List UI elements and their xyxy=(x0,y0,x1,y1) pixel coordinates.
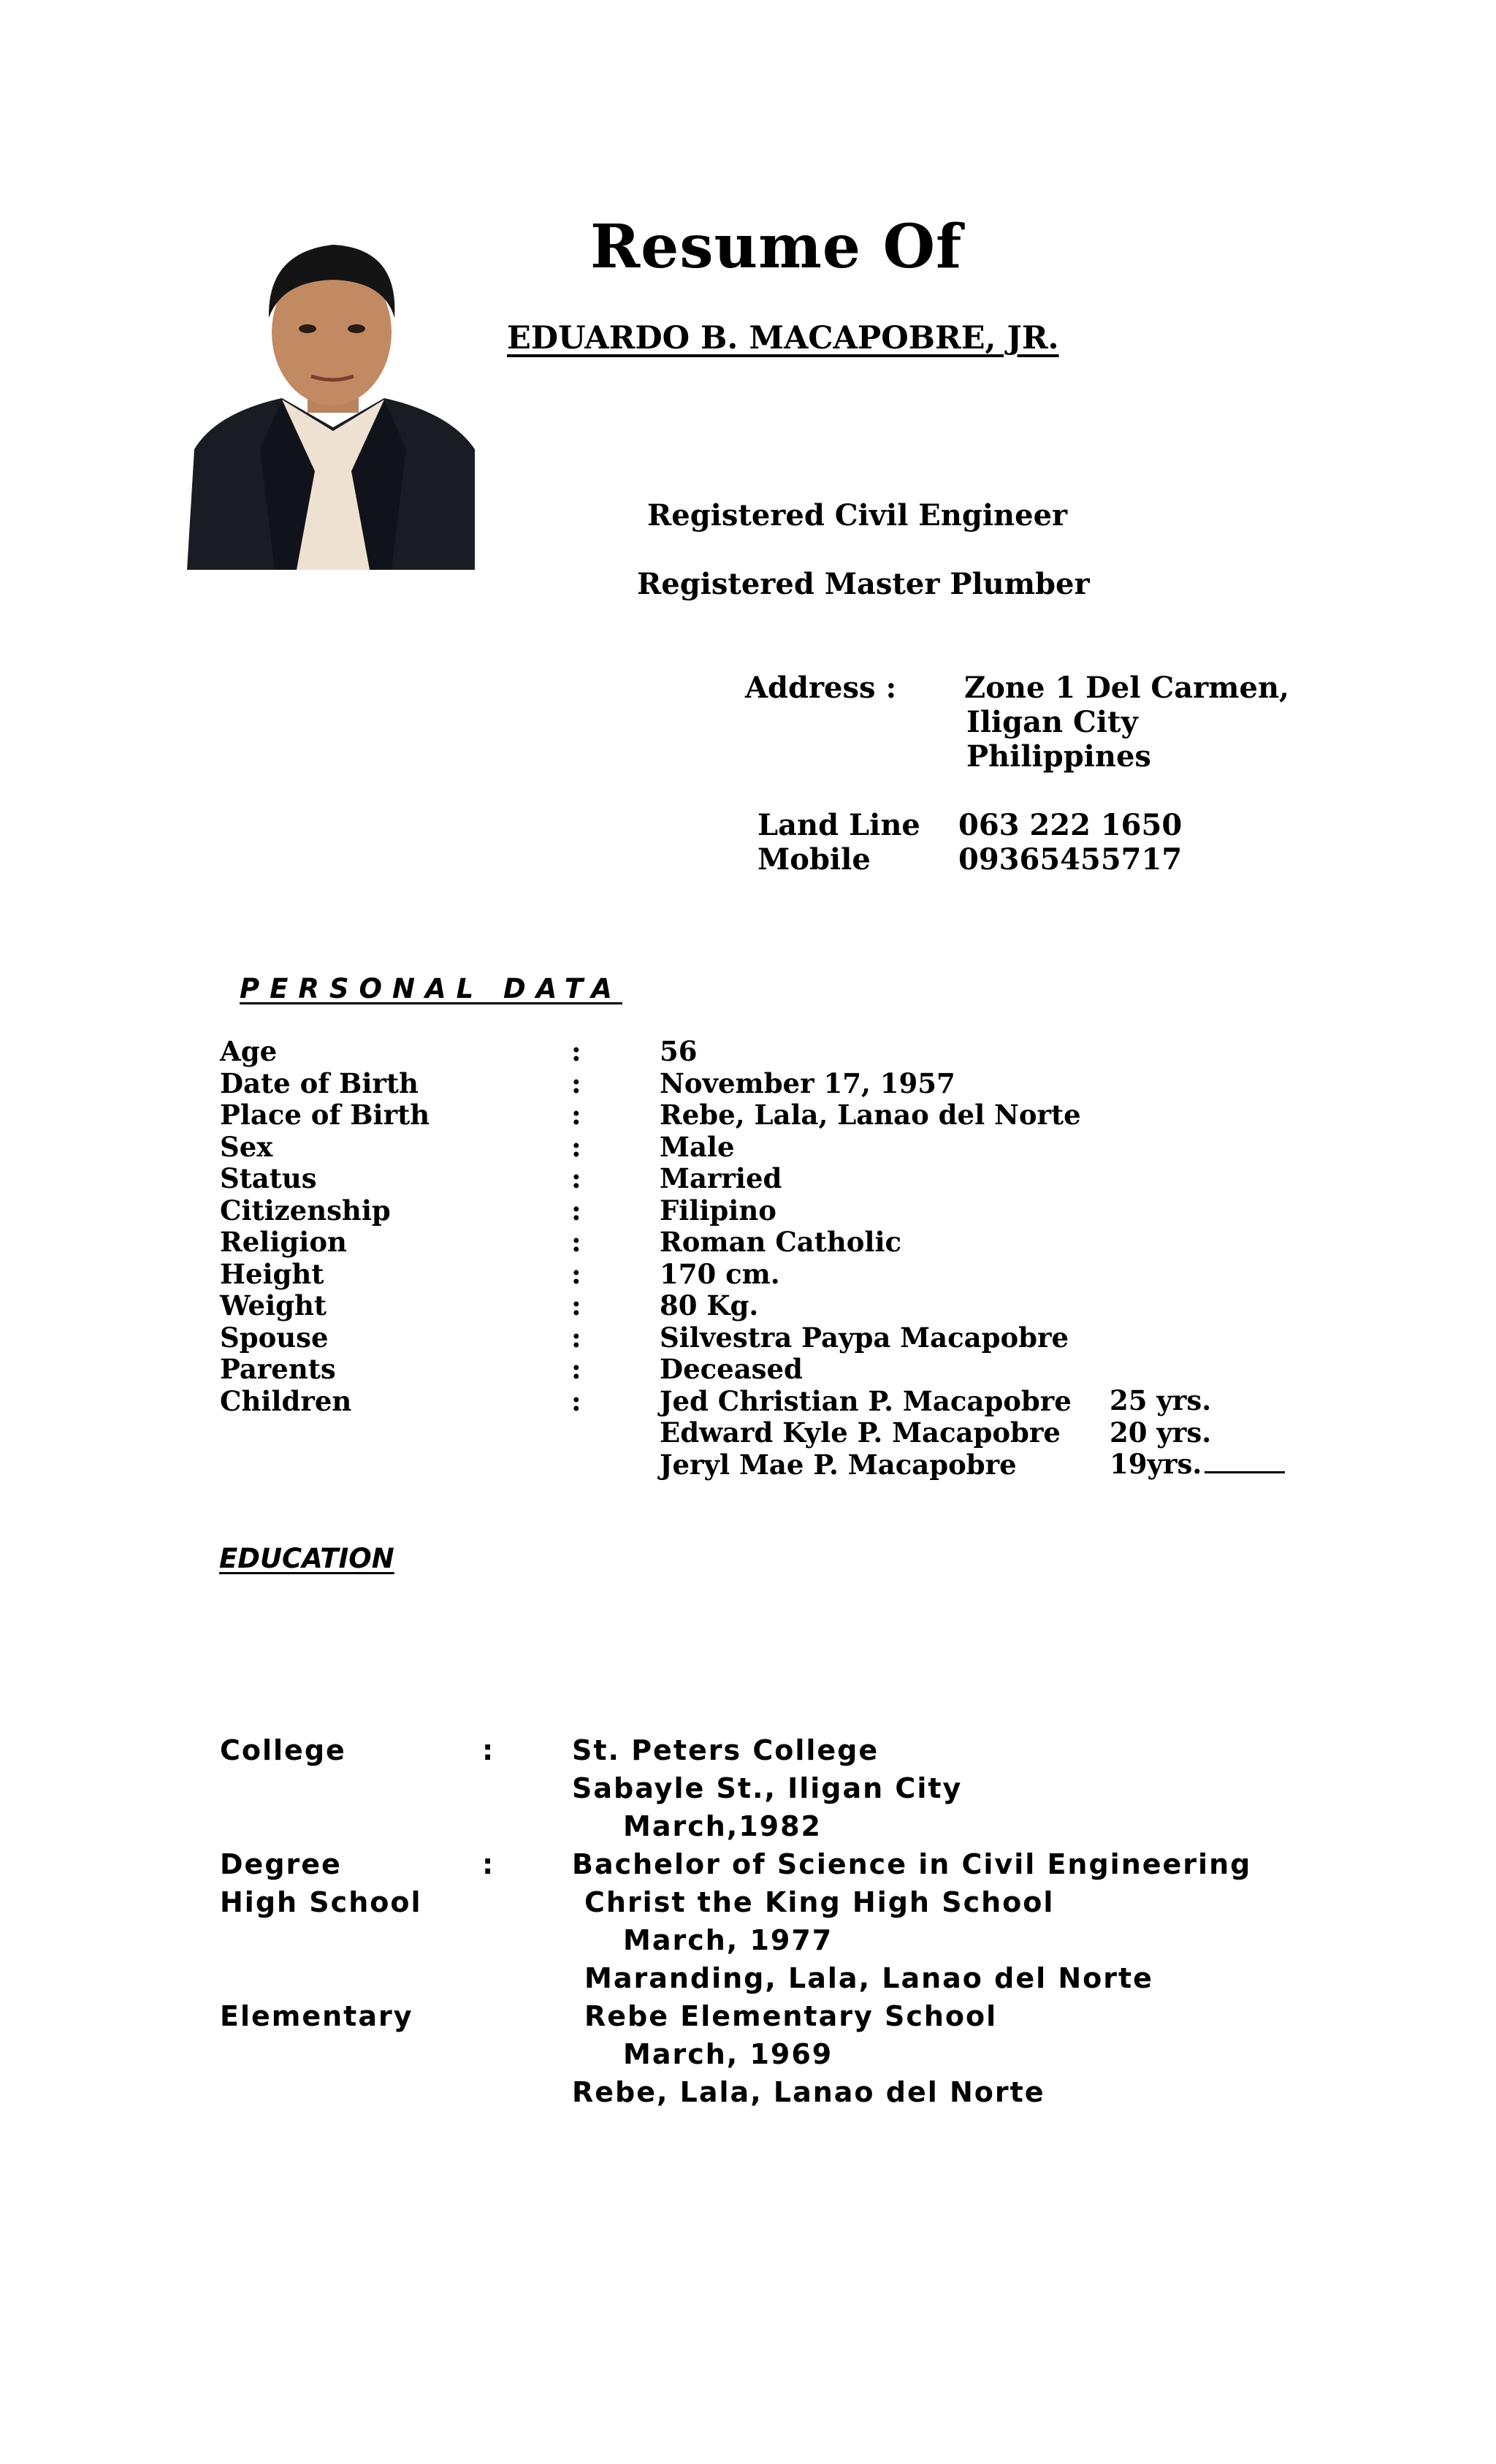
highschool-date: March, 1977 xyxy=(623,1924,833,1956)
personal-data-labels xyxy=(220,1036,430,1417)
college-label: College xyxy=(220,1734,346,1766)
label-parents: Parents xyxy=(220,1353,336,1385)
label-height: Height xyxy=(220,1257,324,1290)
colon: : xyxy=(571,1353,581,1385)
highschool-address: Maranding, Lala, Lanao del Norte xyxy=(584,1962,1153,1994)
address-line-2: Iligan City xyxy=(966,705,1138,739)
label-status: Status xyxy=(220,1162,317,1194)
mobile-number: 09365455717 xyxy=(958,842,1183,877)
value-place-of-birth: Rebe, Lala, Lanao del Norte xyxy=(660,1099,1081,1131)
college-date: March,1982 xyxy=(623,1810,822,1842)
child-3-age: 19yrs. xyxy=(1110,1448,1202,1480)
elementary-label: Elementary xyxy=(220,2000,413,2032)
colon: : xyxy=(571,1099,581,1131)
elementary-address: Rebe, Lala, Lanao del Norte xyxy=(572,2076,1045,2108)
colon: : xyxy=(571,1289,581,1321)
colon: : xyxy=(571,1257,581,1290)
highschool-label: High School xyxy=(220,1886,422,1918)
label-date-of-birth: Date of Birth xyxy=(220,1067,419,1099)
page-title: Resume Of xyxy=(590,212,963,282)
label-weight: Weight xyxy=(220,1289,327,1321)
elementary-name: Rebe Elementary School xyxy=(584,2000,998,2032)
personal-data-colons xyxy=(571,1036,581,1417)
landline-number: 063 222 1650 xyxy=(958,808,1183,842)
colon: : xyxy=(571,1035,581,1067)
label-sex: Sex xyxy=(220,1130,273,1163)
value-sex: Male xyxy=(660,1130,735,1163)
child-1-age: 25 yrs. xyxy=(1110,1384,1212,1416)
highschool-name: Christ the King High School xyxy=(584,1886,1055,1918)
colon: : xyxy=(571,1321,581,1354)
degree-label: Degree xyxy=(220,1848,342,1880)
value-date-of-birth: November 17, 1957 xyxy=(660,1067,955,1099)
value-parents: Deceased xyxy=(660,1353,803,1385)
value-weight: 80 Kg. xyxy=(660,1289,759,1321)
degree-value: Bachelor of Science in Civil Engineering xyxy=(572,1848,1252,1880)
value-citizenship: Filipino xyxy=(660,1194,776,1227)
label-spouse: Spouse xyxy=(220,1321,329,1354)
college-name: St. Peters College xyxy=(572,1734,879,1766)
profile-photo xyxy=(187,230,475,570)
child-3-age-row xyxy=(1110,1449,1285,1481)
address-label: Address : xyxy=(745,671,897,705)
value-status: Married xyxy=(660,1162,782,1194)
portrait-illustration xyxy=(187,230,475,570)
colon: : xyxy=(482,1848,495,1880)
landline-label: Land Line xyxy=(757,808,920,842)
colon: : xyxy=(482,1734,495,1766)
education-heading: EDUCATION xyxy=(219,1543,394,1574)
children-ages xyxy=(1110,1385,1285,1481)
colon: : xyxy=(571,1162,581,1194)
colon: : xyxy=(571,1226,581,1258)
underline-blank xyxy=(1205,1471,1285,1473)
value-child-1: Jed Christian P. Macapobre xyxy=(660,1384,1072,1417)
value-height: 170 cm. xyxy=(660,1257,780,1290)
colon: : xyxy=(571,1067,581,1099)
address-line-3: Philippines xyxy=(966,739,1151,774)
candidate-name: EDUARDO B. MACAPOBRE, JR. xyxy=(507,320,1059,356)
mobile-label: Mobile xyxy=(757,842,871,877)
child-2-age: 20 yrs. xyxy=(1110,1416,1212,1449)
label-citizenship: Citizenship xyxy=(220,1194,391,1227)
personal-data-heading: PERSONAL DATA xyxy=(240,973,622,1004)
label-religion: Religion xyxy=(220,1226,347,1258)
profession-master-plumber: Registered Master Plumber xyxy=(637,567,1090,601)
colon: : xyxy=(571,1194,581,1227)
college-address: Sabayle St., Iligan City xyxy=(572,1772,963,1804)
colon: : xyxy=(571,1130,581,1163)
label-age: Age xyxy=(220,1035,278,1067)
value-age: 56 xyxy=(660,1035,698,1067)
value-spouse: Silvestra Paypa Macapobre xyxy=(660,1321,1069,1354)
personal-data-values xyxy=(660,1036,1081,1481)
profession-civil-engineer: Registered Civil Engineer xyxy=(647,498,1068,533)
value-child-2: Edward Kyle P. Macapobre xyxy=(660,1416,1061,1449)
label-children: Children xyxy=(220,1384,352,1417)
elementary-date: March, 1969 xyxy=(623,2038,833,2070)
label-place-of-birth: Place of Birth xyxy=(220,1099,430,1131)
colon: : xyxy=(571,1384,581,1417)
value-child-3: Jeryl Mae P. Macapobre xyxy=(660,1448,1017,1481)
value-religion: Roman Catholic xyxy=(660,1226,902,1258)
address-line-1: Zone 1 Del Carmen, xyxy=(964,671,1289,705)
